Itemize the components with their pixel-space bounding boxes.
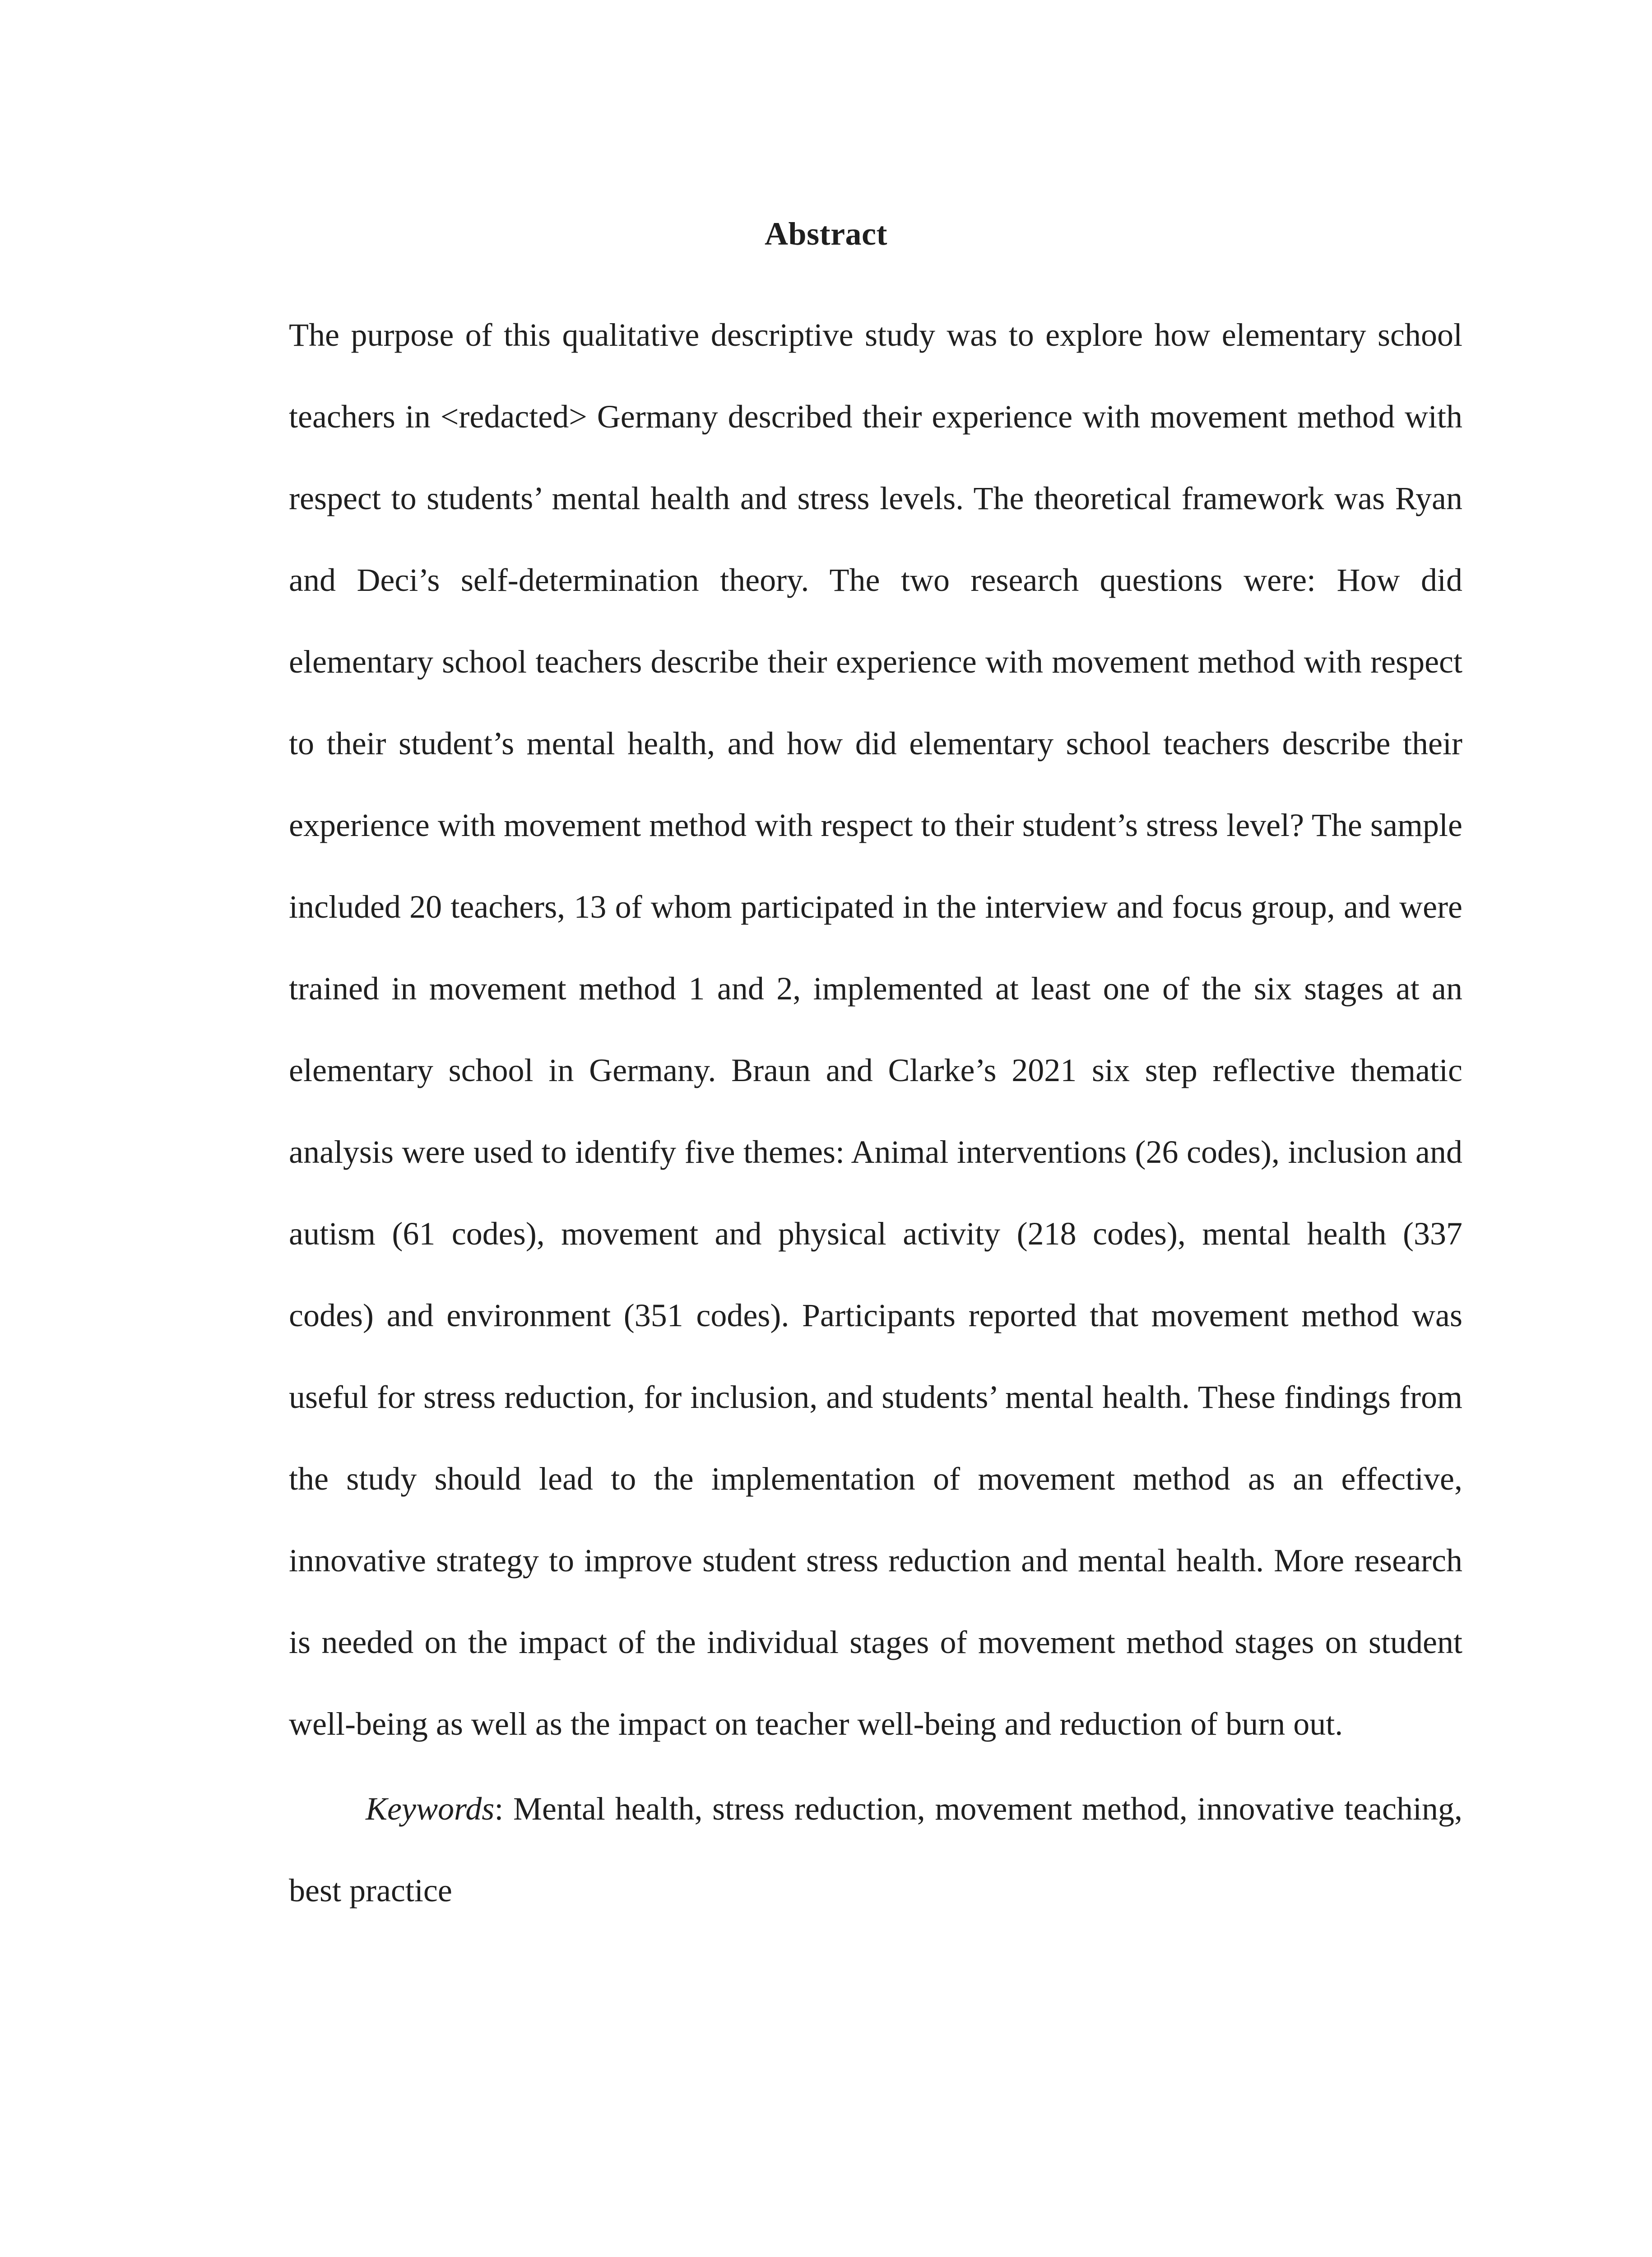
abstract-heading: Abstract: [765, 216, 887, 252]
keywords-label: Keywords: [366, 1791, 495, 1827]
keywords-paragraph: [289, 1768, 1462, 1932]
keywords-list: : Mental health, stress reduction, movement method, innovative teaching, best practice: [289, 1791, 1462, 1909]
abstract-body-paragraph: The purpose of this qualitative descriptive study was to explore how elementary school teachers in <redacted> Germany described their experience with movement method with respect to students’ mental health and stress levels. The theoretical framework was Ryan and Deci’s self-determination theory. The two research questions were: How did elementary school teachers describe their experience with movement method with respect to their student’s mental health, and how did elementary school teachers describe their experience with movement method with respect to their student’s stress level? The sample included 20 teachers, 13 of whom participated in the interview and focus group, and were trained in movement method 1 and 2, implemented at least one of the six stages at an elementary school in Germany. Braun and Clarke’s 2021 six step reflective thematic analysis were used to identify five themes: Animal interventions (26 codes), inclusion and autism (61 codes), movement and physical activity (218 codes), mental health (337 codes) and environment (351 codes). Participants reported that movement method was useful for stress reduction, for inclusion, and students’ mental health. These findings from the study should lead to the implementation of movement method as an effective, innovative strategy to improve student stress reduction and mental health. More research is needed on the impact of the individual stages of movement method stages on student well-being as well as the impact on teacher well-being and reduction of burn out.: [289, 317, 1462, 1742]
